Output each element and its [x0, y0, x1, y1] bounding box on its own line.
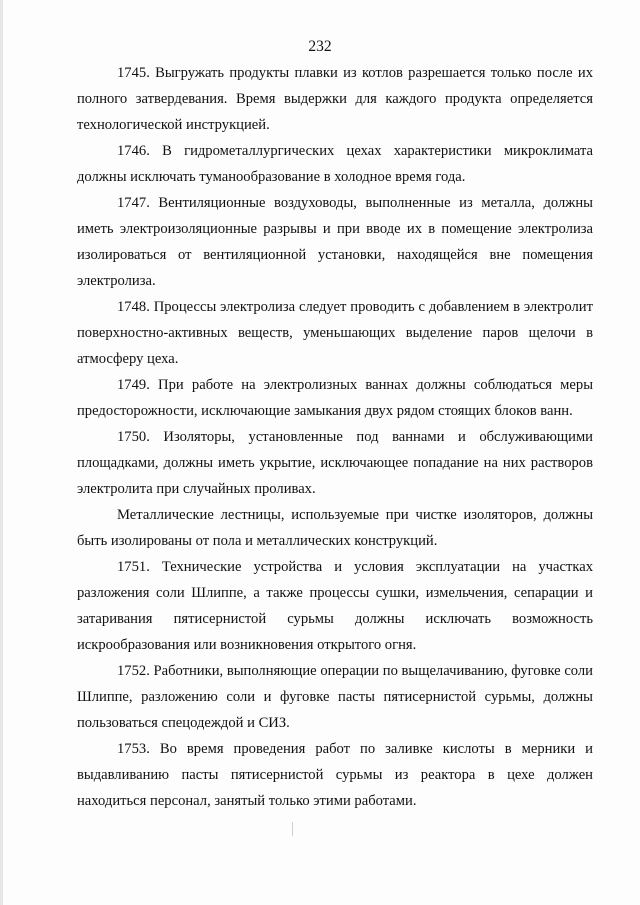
page-number: 232: [308, 38, 332, 55]
paragraph-1750-ladders: Металлические лестницы, используемые при чистке изоляторов, должны быть изолированы от пола и металлических конструкций.: [77, 507, 593, 549]
paragraph-1747: 1747. Вентиляционные воздуховоды, выполненные из металла, должны иметь электроизоляционные разрывы и при вводе их в помещение электролиза изолироваться от вентиляционной установки, находящейся вне помещения электролиза.: [77, 195, 593, 289]
scan-artifact-mark: [292, 822, 293, 836]
paragraph-1745: 1745. Выгружать продукты плавки из котлов разрешается только после их полного затвердевания. Время выдержки для каждого продукта определяется технологической инструкцией.: [77, 65, 593, 133]
paragraph-1746: 1746. В гидрометаллургических цехах характеристики микроклимата должны исключать туманообразование в холодное время года.: [77, 143, 593, 185]
document-body: [77, 60, 593, 814]
paragraph-1753: 1753. Во время проведения работ по заливке кислоты в мерники и выдавливанию пасты пятисернистой сурьмы из реактора в цехе должен находиться персонал, занятый только этими работами.: [77, 741, 593, 809]
paragraph-1748: 1748. Процессы электролиза следует проводить с добавлением в электролит поверхностно-активных веществ, уменьшающих выделение паров щелочи в атмосферу цеха.: [77, 299, 593, 367]
paragraph-1749: 1749. При работе на электролизных ваннах должны соблюдаться меры предосторожности, исключающие замыкания двух рядом стоящих блоков ванн.: [77, 377, 593, 419]
paragraph-1752: 1752. Работники, выполняющие операции по выщелачиванию, фуговке соли Шлиппе, разложению соли и фуговке пасты пятисернистой сурьмы, должны пользоваться спецодеждой и СИЗ.: [77, 663, 593, 731]
paragraph-1750: 1750. Изоляторы, установленные под ваннами и обслуживающими площадками, должны иметь укрытие, исключающее попадание на них растворов электролита при случайных проливах.: [77, 429, 593, 497]
paragraph-1751: 1751. Технические устройства и условия эксплуатации на участках разложения соли Шлиппе, а также процессы сушки, измельчения, сепарации и затаривания пятисернистой сурьмы должны исключать возможность искрообразования или возникновения открытого огня.: [77, 559, 593, 653]
